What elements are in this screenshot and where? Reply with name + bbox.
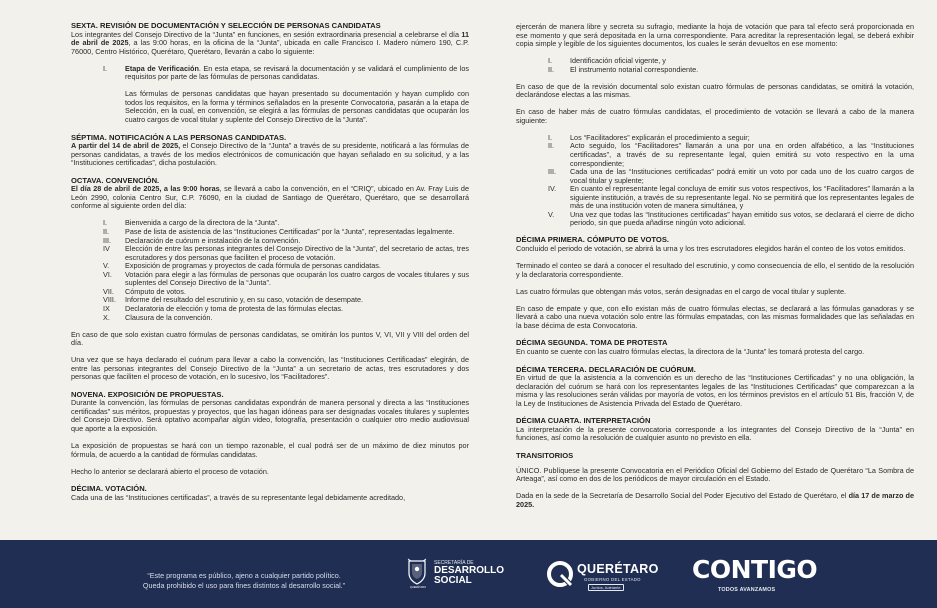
date-bold: día 17 de marzo de 2025. <box>516 491 914 509</box>
list-item <box>516 66 914 75</box>
item-text: Identificación oficial vigente, y <box>570 56 666 66</box>
item-number: IV. <box>548 184 557 194</box>
section-title: NOVENA. EXPOSICIÓN DE PROPUESTAS. <box>71 389 224 399</box>
left-column <box>71 22 469 511</box>
sedeso-big-text: SOCIAL <box>434 575 472 586</box>
contigo-slogan: TODOS AVANZAMOS <box>718 587 776 593</box>
section-title: SEXTA. REVISIÓN DE DOCUMENTACIÓN Y SELECCIÓN DE PERSONAS CANDIDATAS <box>71 21 381 30</box>
item-number: II. <box>548 64 555 74</box>
section-octava <box>71 177 469 382</box>
item-text: Cada una de las “Instituciones certificadas” podrá emitir un voto por cada uno de los cuatro cargos de vocal titular y suplente; <box>570 167 914 185</box>
paragraph <box>125 65 469 82</box>
list-item <box>71 314 469 323</box>
item-number: III. <box>548 167 557 177</box>
paragraph: ejercerán de manera libre y secreta su sufragio, mediante la hoja de votación que para tal efecto será proporcionada en ese momento y que será depositada en la urna correspondiente. Para acreditar la representación legal, se deberá exhibir copia simple y legible de los siguientes documentos, los cuales le serán devueltos en ese momento: <box>516 22 914 49</box>
item-text: Pase de lista de asistencia de las “Instituciones Certificadas” por la “Junta”, representadas legalmente. <box>125 227 455 237</box>
section-title: DÉCIMA PRIMERA. CÓMPUTO DE VOTOS. <box>516 235 670 245</box>
section-title: OCTAVA. CONVENCIÓN. <box>71 175 160 185</box>
agenda-list <box>71 219 469 322</box>
paragraph: Concluido el periodo de votación, se abrirá la urna y los tres escrutadores elegidos harán el conteo de los votos emitidos. <box>516 244 906 254</box>
item-number: VIII. <box>103 295 116 305</box>
text: , a las 9:00 horas, en la oficina de la “Junta”, ubicada en calle Francisco I. Madero número 190, C.P. 76000, Centro Histórico, Querétaro, Querétaro, llevarán a cabo lo siguiente: <box>71 38 470 56</box>
item-number: IV <box>103 244 110 254</box>
list-item <box>516 142 914 168</box>
section-novena <box>71 391 469 476</box>
paragraph: Terminado el conteo se dará a conocer el resultado del escrutinio, y como consecuencia de ello, el sentido de la resolución y la declaratoria correspondiente. <box>516 261 914 279</box>
item-number: IX <box>103 303 110 313</box>
date-bold: 11 de abril de 2025 <box>71 29 469 48</box>
item-text: Votación para elegir a las fórmulas de personas que ocuparán los cuatro cargos de vocales titulares y sus suplentes del Consejo Directivo de la “Junta”. <box>125 269 469 288</box>
section-septima <box>71 134 469 168</box>
text: . En esta etapa, se revisará la documentación y se validará el cumplimiento de los requisitos por parte de las fórmulas de personas candidatas. <box>125 63 469 82</box>
item-text: Clausura de la convención. <box>125 312 213 322</box>
item-number: II. <box>548 141 555 151</box>
section-decima-segunda <box>516 339 914 356</box>
paragraph: ÚNICO. Publíquese la presente Convocatoria en el Periódico Oficial del Gobierno del Estado de Querétaro “La Sombra de Arteaga”, así como en dos de los periódicos de mayor circulación en el Estado. <box>516 465 914 484</box>
text: Los integrantes del Consejo Directivo de la “Junta” en funciones, en sesión extraordinaria presencial a celebrarse el día <box>71 29 462 39</box>
state-seal-icon <box>406 558 428 588</box>
item-text: Bienvenida a cargo de la directora de la “Junta”. <box>125 218 280 228</box>
item-text: Acto seguido, los “Facilitadores” llamarán a una por una en orden alfabético, a las “Instituciones certificadas”, a través de su representante legal, quien emitirá su voto respectivo en la urna correspondiente; <box>570 141 914 168</box>
paragraph: En caso de que de la revisión documental solo existan cuatro fórmulas de personas candidatas, se omitirá la votación, declarándose electas a las mismas. <box>516 81 914 100</box>
text: el Consejo Directivo de la “Junta” a través de su presidente, notificará a las fórmulas de personas candidatas, a través de los medios electrónicos de comunicación que hayan señalado en su solicitud, y a las “Instituciones certificadas”, dicha postulación. <box>71 141 469 168</box>
queretaro-logo <box>546 560 659 596</box>
right-column <box>516 23 914 518</box>
footer-banner <box>0 540 937 608</box>
section-title: TRANSITORIOS <box>516 450 574 460</box>
paragraph: En virtud de que la asistencia a la convención es un derecho de las “Instituciones Certificadas” y no una obligación, la declaración del cuórum se hará con los representantes legales de las “Instituciones Certificadas” que comparezcan a la misma y las resoluciones serán válidas por mayoría de votos, en los términos previstos en el artículo 51 Bis, fracción V, de la Ley de Instituciones de Asistencia Privada del Estado de Querétaro. <box>516 373 914 408</box>
item-number: V. <box>548 209 555 219</box>
list-item <box>516 185 914 211</box>
item-number: II. <box>103 227 110 237</box>
paragraph: Las cuatro fórmulas que obtengan más votos, serán designadas en el cargo de vocal titular y suplente. <box>516 286 847 296</box>
queretaro-name: QUERÉTARO <box>577 562 659 576</box>
item-text: Declaratoria de elección y toma de protesta de las fórmulas electas. <box>125 303 344 313</box>
section-title: DÉCIMA SEGUNDA. TOMA DE PROTESTA <box>516 338 668 348</box>
item-number: X. <box>103 312 110 322</box>
paragraph: Hecho lo anterior se declarará abierto el proceso de votación. <box>71 466 269 476</box>
paragraph: En caso de empate y que, con ello existan más de cuatro fórmulas electas, se declarará a las fórmulas ganadoras y se llevará a cabo una nueva votación solo entre las fórmulas empatadas, con las mismas formalidades que las señaladas en la base décima de esta Convocatoria. <box>516 303 914 330</box>
queretaro-q-icon <box>546 560 574 588</box>
paragraph: En caso de que solo existan cuatro fórmulas de personas candidatas, se omitirán los puntos V, VI, VII y VIII del orden del día. <box>71 329 469 348</box>
item-number: V. <box>103 261 110 271</box>
list-item <box>71 245 469 262</box>
section-decima-cuarta <box>516 417 914 443</box>
item-number: VII. <box>103 286 114 296</box>
section-title: DÉCIMA CUARTA. INTERPRETACIÓN <box>516 416 651 426</box>
contigo-wordmark: CONTIGO <box>692 555 818 584</box>
item-number: I. <box>548 132 553 142</box>
paragraph: Durante la convención, las fórmulas de personas candidatas expondrán de manera personal y directa a las “Instituciones certificadas” sus méritos, propuestas y proyectos, que las hagan idóneas para ser designadas vocales titulares y suplentes del Consejo Directivo. Será optativo acompañar algún video, fotografía, presentación o cualquier otro medio audiovisual que aporte a la exposición. <box>71 398 469 434</box>
sedeso-wordmark <box>434 560 504 586</box>
item-title: Etapa de Verificación <box>125 63 199 73</box>
item-text: Informe del resultado del escrutinio y, en su caso, votación de desempate. <box>125 295 364 305</box>
text: Dada en la sede de la Secretaría de Desarrollo Social del Poder Ejecutivo del Estado de Querétaro, el <box>516 491 849 501</box>
disclaimer-line: “Este programa es público, ajeno a cualquier partido político. <box>147 571 341 580</box>
section-decima-tercera <box>516 366 914 409</box>
paragraph: Una vez que se haya declarado el cuórum para llevar a cabo la convención, las “Instituciones Certificadas” elegirán, de entre las personas integrantes del Consejo Directivo de la “Junta” a un secretario de actas, tres escrutadores y dos personas que faciliten el proceso de votación, en lo sucesivo, los “Facilitadores”. <box>71 355 469 382</box>
paragraph <box>516 492 914 509</box>
paragraph <box>71 185 469 211</box>
procedure-list <box>516 134 914 228</box>
section-decima <box>71 485 469 502</box>
item-text: Los “Facilitadores” explicarán el procedimiento a seguir; <box>570 132 750 142</box>
paragraph: Las fórmulas de personas candidatas que hayan presentado su documentación y hayan cumplido con todos los requisitos, en la forma y términos señalados en la presente Convocatoria, pasarán a la etapa de Selección, en la cual, en convención, se elegirá a las fórmulas de personas candidatas que ocuparán los cuatro cargos de vocal titular y suplente del Consejo Directivo de la “Junta”. <box>125 89 469 124</box>
item-text: Declaración de cuórum e instalación de la convención. <box>125 235 301 245</box>
list-item <box>71 271 469 288</box>
date-bold: El día 28 de abril de 2025, a las 9:00 horas <box>71 184 220 194</box>
queretaro-subtitle: GOBIERNO DEL ESTADO <box>584 577 641 582</box>
item-number: VI. <box>103 269 112 279</box>
paragraph <box>71 142 469 168</box>
sedeso-big-text: DESARROLLO <box>434 565 504 576</box>
text: , se llevará a cabo la convención, en el “CRIQ”, ubicado en Av. Fray Luis de León 2990, colonia Centro Sur, C.P. 76090, en la ciudad de Santiago de Querétaro, Querétaro, que se desarrollará conforme al siguiente orden del día: <box>71 184 469 211</box>
disclaimer-line: Queda prohibido el uso para fines distintos al desarrollo social.” <box>142 580 346 590</box>
footer-disclaimer <box>124 571 364 590</box>
item-text: Cómputo de votos. <box>125 286 186 296</box>
list-item <box>516 168 914 185</box>
item-number: I. <box>103 63 108 73</box>
paragraph: En cuanto se cuente con las cuatro fórmulas electas, la directora de la “Junta” les tomará protesta del cargo. <box>516 346 865 356</box>
paragraph: Cada una de las “Instituciones certificadas”, a través de su representante legal debidamente acreditado, <box>71 492 406 502</box>
sedeso-logo <box>406 558 516 594</box>
paragraph <box>71 31 469 57</box>
section-title: DÉCIMA TERCERA. DECLARACIÓN DE CUÓRUM. <box>516 364 696 374</box>
documents-list <box>516 57 914 74</box>
item-number: III. <box>103 235 112 245</box>
item-number: I. <box>548 56 553 66</box>
item-text: Elección de entre las personas integrantes del Consejo Directivo de la “Junta”, del secretario de actas, tres escrutadores y dos personas que faciliten el proceso de votación. <box>125 244 469 262</box>
section-transitorios <box>516 452 914 509</box>
paragraph: La interpretación de la presente convocatoria corresponde a los integrantes del Consejo Directivo de la “Junta” en funciones, así como la resolución de cualquier asunto no previsto en ella. <box>516 424 914 443</box>
list-item <box>516 211 914 228</box>
contigo-logo <box>690 550 818 602</box>
section-title: SÉPTIMA. NOTIFICACIÓN A LAS PERSONAS CANDIDATAS. <box>71 132 287 142</box>
item-text: Exposición de programas y proyectos de cada fórmula de personas candidatas. <box>125 261 381 271</box>
date-bold: A partir del 14 de abril de 2025, <box>71 141 181 151</box>
item-text: En cuanto el representante legal concluya de emitir sus votos respectivos, los “Facilitadores” llamarán a la siguiente institución, a través de su representante legal. No se permitirá que los representantes legales de más de una institución voten de manera simultánea, y <box>570 184 914 211</box>
section-decima-primera <box>516 236 914 330</box>
paragraph: La exposición de propuestas se hará con un tiempo razonable, el cual podrá ser de un máximo de diez minutos por fórmula, de acuerdo a la cantidad de fórmulas candidatas. <box>71 441 469 459</box>
item-number: I. <box>103 218 108 228</box>
item-text: Una vez que todas las “Instituciones certificadas” hayan emitido sus votos, se declarará el cierre de dicho periodo, sin que pueda añadirse ningún voto adicional. <box>570 209 914 228</box>
paragraph: En caso de haber más de cuatro fórmulas candidatas, el procedimiento de votación se llevará a cabo de la manera siguiente: <box>516 107 914 125</box>
queretaro-tagline: Juntos, Adelante <box>588 584 624 591</box>
item-text: El instrumento notarial correspondiente. <box>570 64 699 74</box>
sedeso-small-text: SECRETARÍA DE <box>434 560 474 566</box>
list-item <box>71 65 469 125</box>
seal-caption: QUERÉTARO <box>409 586 427 589</box>
section-title: DÉCIMA. VOTACIÓN. <box>71 484 147 494</box>
section-sexta <box>71 22 469 125</box>
